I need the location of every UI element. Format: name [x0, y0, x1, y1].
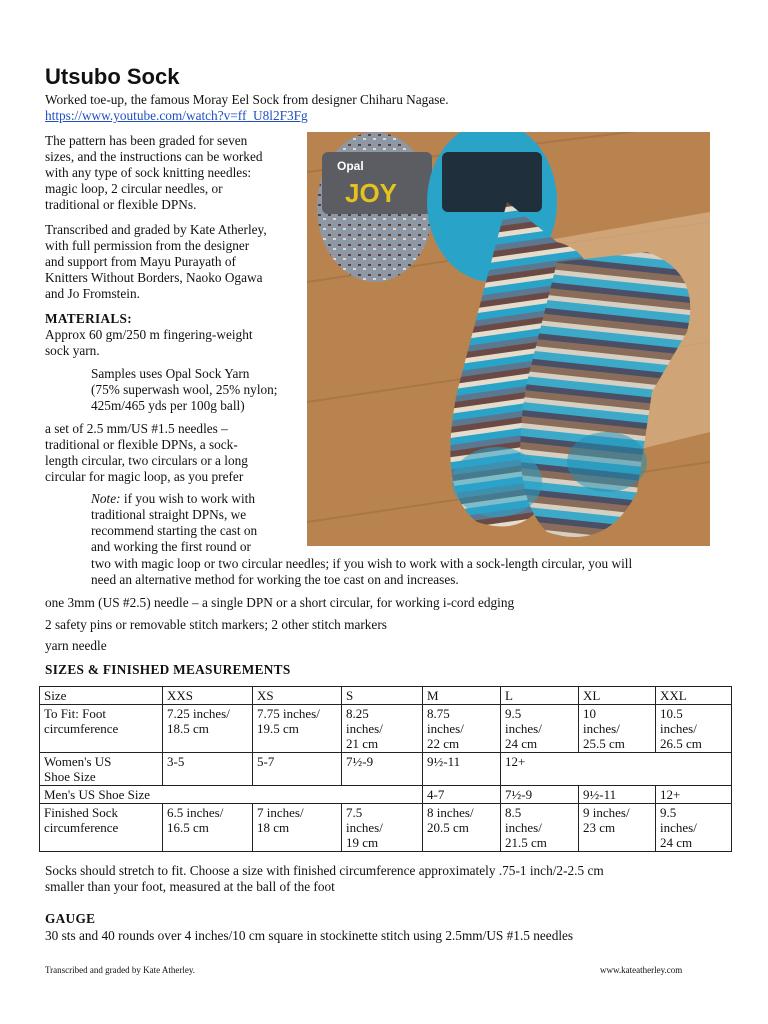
table-cell — [656, 705, 732, 753]
table-cell — [501, 804, 579, 852]
table-header-cell: XS — [253, 687, 342, 705]
text-line: two with magic loop or two circular needles; if you wish to work with a sock-length circular, you will — [91, 556, 633, 571]
materials-sample — [91, 366, 278, 414]
text-line: Finished Sock — [44, 805, 119, 820]
text-line: 19.5 cm — [257, 721, 299, 736]
subtitle: Worked toe-up, the famous Moray Eel Sock from designer Chiharu Nagase. — [45, 92, 449, 107]
text-line: circular for magic loop, as you prefer — [45, 469, 244, 484]
text-line: 22 cm — [427, 736, 460, 751]
materials-markers: 2 safety pins or removable stitch markers; 2 other stitch markers — [45, 617, 387, 632]
sizes-heading: SIZES & FINISHED MEASUREMENTS — [45, 662, 291, 677]
text-line: 20.5 cm — [427, 820, 469, 835]
text-line: 23 cm — [583, 820, 616, 835]
text-line: circumference — [44, 721, 119, 736]
table-cell — [253, 804, 342, 852]
text-line: (75% superwash wool, 25% nylon; — [91, 382, 278, 397]
table-cell: 4-7 — [423, 786, 501, 804]
table-cell — [163, 804, 253, 852]
text-line: Approx 60 gm/250 m fingering-weight — [45, 327, 253, 342]
materials-note-continued — [91, 556, 632, 588]
table-cell — [423, 804, 501, 852]
table-row — [40, 786, 732, 804]
text-line: 18.5 cm — [167, 721, 209, 736]
text-line: 425m/465 yds per 100g ball) — [91, 398, 245, 413]
table-cell — [579, 804, 656, 852]
text-line: 9.5 — [505, 706, 522, 721]
table-cell: 9½-11 — [579, 786, 656, 804]
gauge-heading: GAUGE — [45, 911, 96, 926]
text-line: Samples uses Opal Sock Yarn — [91, 366, 250, 381]
table-cell: 3-5 — [163, 753, 253, 786]
table-cell — [163, 705, 253, 753]
text-line: 24 cm — [505, 736, 538, 751]
text-line: recommend starting the cast on — [91, 523, 258, 538]
table-cell: 7½-9 — [501, 786, 579, 804]
text-line: 26.5 cm — [660, 736, 702, 751]
sock-photo — [307, 132, 710, 546]
text-line: Women's US — [44, 754, 112, 769]
table-header-cell: Size — [40, 687, 163, 705]
text-line: Socks should stretch to fit. Choose a size with finished circumference approximately .75-1 inch/2-2.5 cm — [45, 863, 604, 878]
materials-needles — [45, 421, 248, 485]
sock-photo-illustration — [307, 132, 710, 546]
text-line: inches/ — [427, 721, 464, 736]
text-line: Knitters Without Borders, Naoko Ogawa — [45, 270, 263, 285]
table-header-cell: S — [342, 687, 423, 705]
table-row-label — [40, 804, 163, 852]
table-row-label — [40, 705, 163, 753]
table-cell — [342, 705, 423, 753]
youtube-link[interactable]: https://www.youtube.com/watch?v=ff_U8l2F3Fg — [45, 108, 308, 123]
table-cell — [342, 804, 423, 852]
table-row — [40, 804, 732, 852]
table-cell: 7½-9 — [342, 753, 423, 786]
table-cell — [656, 804, 732, 852]
text-line: inches/ — [660, 820, 697, 835]
text-line: smaller than your foot, measured at the ball of the foot — [45, 879, 335, 894]
table-row-label: Men's US Shoe Size — [40, 786, 423, 804]
text-line: sock yarn. — [45, 343, 100, 358]
footer-website[interactable]: www.kateatherley.com — [600, 965, 683, 975]
text-line: and Jo Fromstein. — [45, 286, 140, 301]
text-line: a set of 2.5 mm/US #1.5 needles – — [45, 421, 228, 436]
table-cell: 5-7 — [253, 753, 342, 786]
table-cell: 9½-11 — [423, 753, 501, 786]
table-row-label — [40, 753, 163, 786]
text-line: and working the first round or — [91, 539, 251, 554]
materials-heading: MATERIALS: — [45, 311, 132, 326]
text-line: inches/ — [505, 721, 542, 736]
sizes-note — [45, 863, 604, 895]
materials-yarn-needle: yarn needle — [45, 638, 107, 653]
table-cell: 12+ — [656, 786, 732, 804]
text-line: 25.5 cm — [583, 736, 625, 751]
yarn-label-blue — [442, 152, 542, 212]
materials-note — [91, 491, 257, 555]
text-line: with any type of sock knitting needles: — [45, 165, 252, 180]
table-row — [40, 687, 732, 705]
sizes-table — [39, 686, 732, 852]
text-line: traditional straight DPNs, we — [91, 507, 247, 522]
table-cell — [253, 705, 342, 753]
label-opal-text: Opal — [337, 159, 364, 173]
text-line: magic loop, 2 circular needles, or — [45, 181, 223, 196]
text-line: 21 cm — [346, 736, 379, 751]
text-line: inches/ — [583, 721, 620, 736]
gauge-text: 30 sts and 40 rounds over 4 inches/10 cm square in stockinette stitch using 2.5mm/US #1.5 needles — [45, 928, 574, 943]
table-header-cell: XXL — [656, 687, 732, 705]
table-cell — [501, 705, 579, 753]
text-line: 21.5 cm — [505, 835, 547, 850]
table-header-cell: M — [423, 687, 501, 705]
text-line: sizes, and the instructions can be worked — [45, 149, 263, 164]
text-line: traditional or flexible DPNs. — [45, 197, 197, 212]
table-header-cell: L — [501, 687, 579, 705]
text-line: 19 cm — [346, 835, 379, 850]
text-line: inches/ — [346, 721, 383, 736]
text-line: The pattern has been graded for seven — [45, 133, 248, 148]
text-line: 6.5 inches/ — [167, 805, 224, 820]
text-line: need an alternative method for working the toe cast on and increases. — [91, 572, 459, 587]
text-line: 8.25 — [346, 706, 369, 721]
intro-paragraph-2 — [45, 222, 305, 302]
table-row — [40, 753, 732, 786]
text-line: 10 — [583, 706, 596, 721]
text-line: 7.5 — [346, 805, 363, 820]
text-line: 9 inches/ — [583, 805, 630, 820]
intro-paragraph-1 — [45, 133, 305, 213]
text-line: with full permission from the designer — [45, 238, 250, 253]
table-cell — [579, 705, 656, 753]
text-line: 10.5 — [660, 706, 683, 721]
text-line: inches/ — [346, 820, 383, 835]
text-line: and support from Mayu Purayath of — [45, 254, 236, 269]
text-line: 7.25 inches/ — [167, 706, 230, 721]
table-cell: 12+ — [501, 753, 732, 786]
text-line: 8.5 — [505, 805, 522, 820]
materials-icord: one 3mm (US #2.5) needle – a single DPN or a short circular, for working i-cord edging — [45, 595, 515, 610]
text-line: 8.75 — [427, 706, 450, 721]
text-line: 7.75 inches/ — [257, 706, 320, 721]
label-joy-text: JOY — [345, 178, 398, 208]
page-title: Utsubo Sock — [45, 64, 180, 89]
table-header-cell: XXS — [163, 687, 253, 705]
text-line: To Fit: Foot — [44, 706, 106, 721]
text-line: inches/ — [660, 721, 697, 736]
text-line: 24 cm — [660, 835, 693, 850]
text-line: Transcribed and graded by Kate Atherley, — [45, 222, 267, 237]
text-line: length circular, two circulars or a long — [45, 453, 248, 468]
text-line: inches/ — [505, 820, 542, 835]
table-cell — [423, 705, 501, 753]
text-line: traditional or flexible DPNs, a sock- — [45, 437, 238, 452]
text-line: Shoe Size — [44, 769, 96, 784]
text-line: 9.5 — [660, 805, 677, 820]
table-header-cell: XL — [579, 687, 656, 705]
text-line: 7 inches/ — [257, 805, 304, 820]
note-label: Note: — [91, 491, 121, 506]
text-line: 16.5 cm — [167, 820, 209, 835]
materials-yarn — [45, 327, 253, 359]
table-row — [40, 705, 732, 753]
text-line: 18 cm — [257, 820, 290, 835]
footer-credit: Transcribed and graded by Kate Atherley. — [45, 965, 196, 975]
text-line: 8 inches/ — [427, 805, 474, 820]
text-line: if you wish to work with — [120, 491, 255, 506]
text-line: circumference — [44, 820, 119, 835]
